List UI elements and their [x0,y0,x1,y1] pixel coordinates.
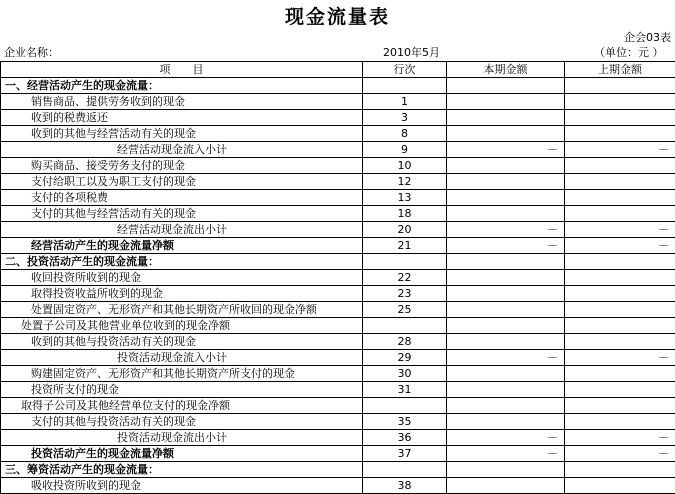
row-prior-amount [565,382,675,398]
row-current-amount [447,382,565,398]
row-line-no: 8 [363,126,447,142]
row-prior-amount [565,126,675,142]
row-line-no: 21 [363,238,447,254]
row-item: 支付的其他与投资活动有关的现金 [1,414,363,430]
row-prior-amount: － [565,142,675,158]
row-current-amount: － [447,446,565,462]
row-line-no [363,398,447,414]
row-item: 三、筹资活动产生的现金流量： [1,462,363,478]
currency-unit: （单位：元 ） [594,45,664,61]
table-row [1,174,675,190]
row-current-amount: － [447,430,565,446]
row-item: 支付的各项税费 [1,190,363,206]
row-current-amount [447,206,565,222]
row-prior-amount [565,334,675,350]
table-row [1,302,675,318]
table-row [1,190,675,206]
row-prior-amount [565,462,675,478]
table-row [1,110,675,126]
row-item: 处置固定资产、无形资产和其他长期资产所收回的现金净额 [1,302,363,318]
row-current-amount [447,286,565,302]
form-code: 企会03表 [624,30,671,45]
table-row [1,254,675,270]
row-current-amount [447,414,565,430]
row-prior-amount [565,158,675,174]
row-current-amount [447,190,565,206]
row-item: 收到的其他与投资活动有关的现金 [1,334,363,350]
row-prior-amount: － [565,446,675,462]
row-prior-amount: － [565,350,675,366]
row-item: 处置子公司及其他营业单位收到的现金净额 [1,318,363,334]
row-line-no: 22 [363,270,447,286]
row-item: 二、投资活动产生的现金流量： [1,254,363,270]
row-item: 取得投资收益所收到的现金 [1,286,363,302]
report-meta-row [0,45,675,61]
table-row [1,430,675,446]
row-current-amount [447,462,565,478]
row-prior-amount: － [565,222,675,238]
row-current-amount [447,254,565,270]
row-current-amount [447,78,565,94]
row-current-amount [447,398,565,414]
table-row [1,318,675,334]
row-prior-amount [565,270,675,286]
row-line-no: 28 [363,334,447,350]
row-line-no: 3 [363,110,447,126]
row-current-amount [447,158,565,174]
row-item: 经营活动现金流出小计 [1,222,363,238]
row-prior-amount [565,94,675,110]
header-prior-amount: 上期金额 [565,62,675,78]
table-row [1,94,675,110]
row-prior-amount: － [565,430,675,446]
table-row [1,334,675,350]
row-current-amount [447,126,565,142]
row-line-no [363,254,447,270]
row-prior-amount [565,206,675,222]
row-line-no: 10 [363,158,447,174]
row-current-amount [447,478,565,494]
row-item: 投资活动产生的现金流量净额 [1,446,363,462]
row-item: 投资所支付的现金 [1,382,363,398]
row-item: 购建固定资产、无形资产和其他长期资产所支付的现金 [1,366,363,382]
table-row [1,158,675,174]
table-row [1,206,675,222]
row-item: 取得子公司及其他经营单位支付的现金净额 [1,398,363,414]
table-row [1,222,675,238]
row-line-no: 30 [363,366,447,382]
row-item: 投资活动现金流出小计 [1,430,363,446]
row-line-no: 12 [363,174,447,190]
row-item: 收到的其他与经营活动有关的现金 [1,126,363,142]
row-line-no: 36 [363,430,447,446]
row-current-amount [447,270,565,286]
header-item: 项 目 [1,62,363,78]
table-row [1,462,675,478]
row-item: 销售商品、提供劳务收到的现金 [1,94,363,110]
row-item: 经营活动现金流入小计 [1,142,363,158]
table-row [1,414,675,430]
row-prior-amount [565,174,675,190]
row-prior-amount [565,254,675,270]
row-item: 一、经营活动产生的现金流量： [1,78,363,94]
row-prior-amount [565,478,675,494]
cash-flow-table [0,61,675,494]
row-item: 吸收投资所收到的现金 [1,478,363,494]
row-line-no [363,78,447,94]
table-row [1,238,675,254]
table-row [1,478,675,494]
table-row [1,398,675,414]
row-prior-amount: － [565,238,675,254]
row-current-amount [447,334,565,350]
row-line-no: 23 [363,286,447,302]
row-line-no: 18 [363,206,447,222]
row-line-no: 29 [363,350,447,366]
report-title: 现金流量表 [0,0,675,30]
row-item: 投资活动现金流入小计 [1,350,363,366]
row-prior-amount [565,366,675,382]
row-line-no: 35 [363,414,447,430]
row-prior-amount [565,318,675,334]
row-current-amount: － [447,238,565,254]
row-line-no: 13 [363,190,447,206]
row-item: 收回投资所收到的现金 [1,270,363,286]
row-prior-amount [565,190,675,206]
table-row [1,78,675,94]
row-current-amount [447,110,565,126]
table-row [1,142,675,158]
row-current-amount [447,174,565,190]
table-row [1,270,675,286]
row-current-amount [447,94,565,110]
row-item: 支付给职工以及为职工支付的现金 [1,174,363,190]
row-line-no [363,318,447,334]
row-line-no: 31 [363,382,447,398]
row-prior-amount [565,110,675,126]
table-row [1,446,675,462]
row-item: 支付的其他与经营活动有关的现金 [1,206,363,222]
row-line-no: 9 [363,142,447,158]
header-current-amount: 本期金额 [447,62,565,78]
row-line-no [363,462,447,478]
company-name-label: 企业名称： [4,45,59,61]
row-prior-amount [565,398,675,414]
report-period: 2010年5月 [383,45,440,61]
row-line-no: 38 [363,478,447,494]
row-current-amount [447,366,565,382]
row-line-no: 1 [363,94,447,110]
row-item: 经营活动产生的现金流量净额 [1,238,363,254]
row-line-no: 25 [363,302,447,318]
row-current-amount [447,302,565,318]
row-current-amount: － [447,350,565,366]
table-row [1,350,675,366]
row-prior-amount [565,286,675,302]
row-line-no: 20 [363,222,447,238]
row-prior-amount [565,302,675,318]
row-prior-amount [565,414,675,430]
table-row [1,286,675,302]
row-item: 购买商品、接受劳务支付的现金 [1,158,363,174]
table-row [1,366,675,382]
header-line-no: 行次 [363,62,447,78]
row-current-amount: － [447,222,565,238]
table-row [1,126,675,142]
row-line-no: 37 [363,446,447,462]
table-row [1,382,675,398]
table-header-row [1,62,675,78]
row-item: 收到的税费返还 [1,110,363,126]
row-prior-amount [565,78,675,94]
row-current-amount [447,318,565,334]
row-current-amount: － [447,142,565,158]
